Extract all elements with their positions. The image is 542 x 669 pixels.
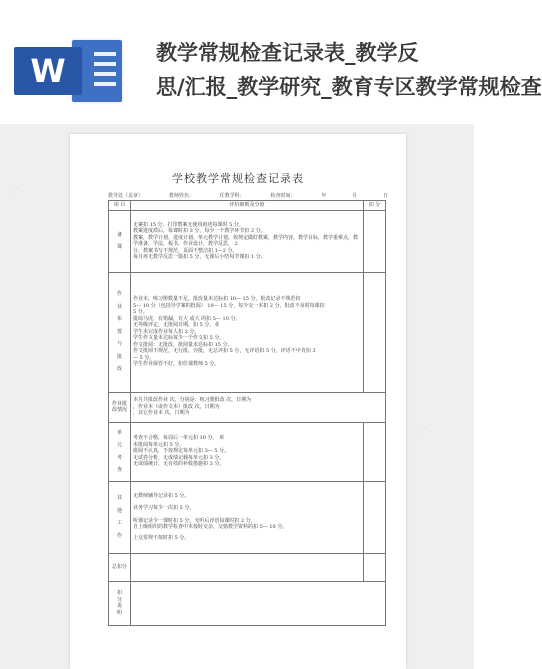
criteria-line: 无等级评定，无批阅日期，扣 5 分，业 [133,322,220,329]
document-page [70,134,406,669]
criteria-line: 学生未完成作业每人扣 2 分。 [133,328,200,335]
header-banner [0,0,542,124]
criteria-line: 作文批阅不规范，无行批、旁批，无总评扣 5 分，无评语扣 5 分，评语不中肯扣 3 [133,348,316,355]
criteria-line: 无试卷分析，无成绩记载每单元扣 3 分。 [133,454,225,461]
form-title: 学校教学常规检查记录表 [172,172,304,185]
document-title-block [156,36,542,104]
section-label-assessment [109,422,131,481]
section-homework-check [109,392,386,422]
criteria-line: 无案扣 15 分，打印教案无使用痕迹每课时 5 分。 [133,221,244,228]
criteria-line: 教案，教学计划、进度计划、单元教学计划，按规定做好教案，教学内容，教学目标，教学重难点，教学准备，学法，板书，作业设计，教学反思， 2 [133,234,359,247]
section-label-notes [109,581,131,625]
inspection-table [108,200,386,626]
deduct-cell[interactable] [364,481,386,553]
meta-year: 年 [321,193,327,199]
meta-month: 月 [352,193,358,199]
watermark: · · · [8,180,26,198]
criteria-line: 无成绩统计，无有效的补救措施扣 3 分。 [133,461,225,468]
criteria-line: ，其它作业本 次，日期为 [133,410,190,417]
section-label-char: 改情况 [111,407,127,413]
meta-date-label: 检查时间： [270,193,296,199]
document-title-line-1: 教学常规检查记录表_教学反 [156,41,419,65]
criteria-line: 教案进度滞后，每课时扣 3 分，每少一个教学环节扣 2 分。 [133,228,266,234]
criteria-line: 业务学习每少一次扣 5 分。 [133,505,195,512]
section-body-homework [131,272,364,392]
watermark: · · · [418,420,436,438]
notes-value-cell[interactable] [131,581,386,625]
section-label-char: 布 [116,316,122,323]
section-label-char: 备 [116,231,122,238]
section-lesson-prep [109,210,386,272]
section-label-char: 分 [116,596,122,603]
section-label-char: 查 [116,467,122,473]
section-notes [109,581,386,625]
meta-subject: 任教学科： [219,193,245,199]
section-label-char: 批 [116,353,122,360]
criteria-line: 批阅马虎，有错漏，有大 或大 的扣 5— 10 分。 [133,315,241,322]
criteria-line: 作业本，练习册数量不足，批改量未达标扣 10— 15 分，批改记录不规范扣 [133,296,301,303]
section-label-char: 课 [116,244,122,250]
meta-day: 日 [382,193,388,199]
table-header-row [109,201,386,211]
section-label-char: 元 [116,442,122,448]
section-label-other-work [109,481,131,553]
deduct-cell[interactable] [364,553,386,581]
criteria-line: 5 分。 [133,309,148,316]
criteria-line: 考查不合格，每周后一单元扣 10 分。 单 [133,435,225,442]
criteria-line: 学生作业保管不好，扣任课教师 5 分。 [133,361,220,368]
section-label-char: 置 [116,328,122,335]
word-document-icon [14,40,134,102]
document-preview-area [0,124,474,669]
meta-dept: 教导处（盖章） [108,193,144,199]
section-label-homework [109,272,131,392]
form-meta-row [108,192,388,199]
document-title-line-2: 思/汇报_教学研究_教育专区教学常规检查 [156,75,542,99]
section-label-char: 明 [116,609,122,616]
criteria-line: 未批阅每单元扣 5 分。 [133,441,185,448]
section-label-char: 作业批 [111,400,127,407]
section-label-lesson-prep [109,210,131,272]
section-label-char: 单 [116,429,122,436]
criteria-line: 上交常规不按时扣 5 分。 [133,534,190,541]
section-label-char: 业 [116,303,122,310]
section-body-assessment [131,422,364,481]
criteria-line: 5— 10 分（包括导学案的批阅） 10— 15 分，每少交一本扣 2 分，批改不及时每课扣 [133,302,325,309]
section-body-other-work [131,481,364,553]
criteria-line: 批阅不认真，不按规定每单元扣 3— 5 分。 [133,448,230,455]
section-label-char: 与 [116,341,122,348]
section-body-lesson-prep [131,210,364,272]
section-label-char: 作 [116,532,122,539]
criteria-line: 本月共批改作业 次，分别是：练习册批改 次，日期为 [133,397,252,404]
criteria-line: — 5 分。 [133,354,155,361]
criteria-line: 学生作文量未达标每少一个作文扣 5 分。 [133,335,225,342]
criteria-line: 作文批阅：无批改，批阅量未达标扣 15 分。 [133,341,233,348]
meta-teacher: 教师姓名： [168,193,194,199]
section-assessment [109,422,386,481]
section-label-char: 扣 [116,590,122,596]
header-deduct: 扣 分 [364,201,386,211]
section-label-char: 考 [116,454,122,461]
criteria-line: 听课记录少一课时扣 5 分，无听后评语每课时扣 2 分。 [133,517,256,524]
deduct-cell[interactable] [364,272,386,392]
section-total [109,553,386,581]
criteria-line: 每月再无教学反思一篇扣 5 分，无课后小结每节课扣 1 分。 [133,254,266,260]
section-label-char: 说 [116,603,122,609]
header-item: 项 目 [109,201,131,211]
section-label-char: 他 [116,507,122,514]
section-label-char: 工 [116,520,122,526]
total-value-cell[interactable] [131,553,364,581]
section-homework [109,272,386,392]
section-other-work [109,481,386,553]
criteria-line: 无教师辅导记录扣 5 分。 [133,492,190,499]
deduct-cell[interactable] [364,210,386,272]
criteria-line: ，作业本（或作文本）批改 次，日期为 [133,403,220,410]
criteria-line: 分，教案书写不规范，页面不整洁扣 1—2 分。 [133,247,238,254]
word-icon-letter: W [14,47,82,95]
section-label-char: 其 [116,495,122,501]
section-label-total: 总扣分 [109,553,131,581]
header-criteria: 评价细则及分值 [131,201,364,211]
criteria-line: 自上级组织的教学检查中未按时交杂，交错教学资料的扣 5— 10 分。 [133,524,288,531]
section-label-char: 改 [116,366,122,373]
deduct-cell[interactable] [364,422,386,481]
section-label-homework-check [109,392,131,422]
section-body-homework-check [131,392,386,422]
section-label-char: 作 [116,291,122,298]
